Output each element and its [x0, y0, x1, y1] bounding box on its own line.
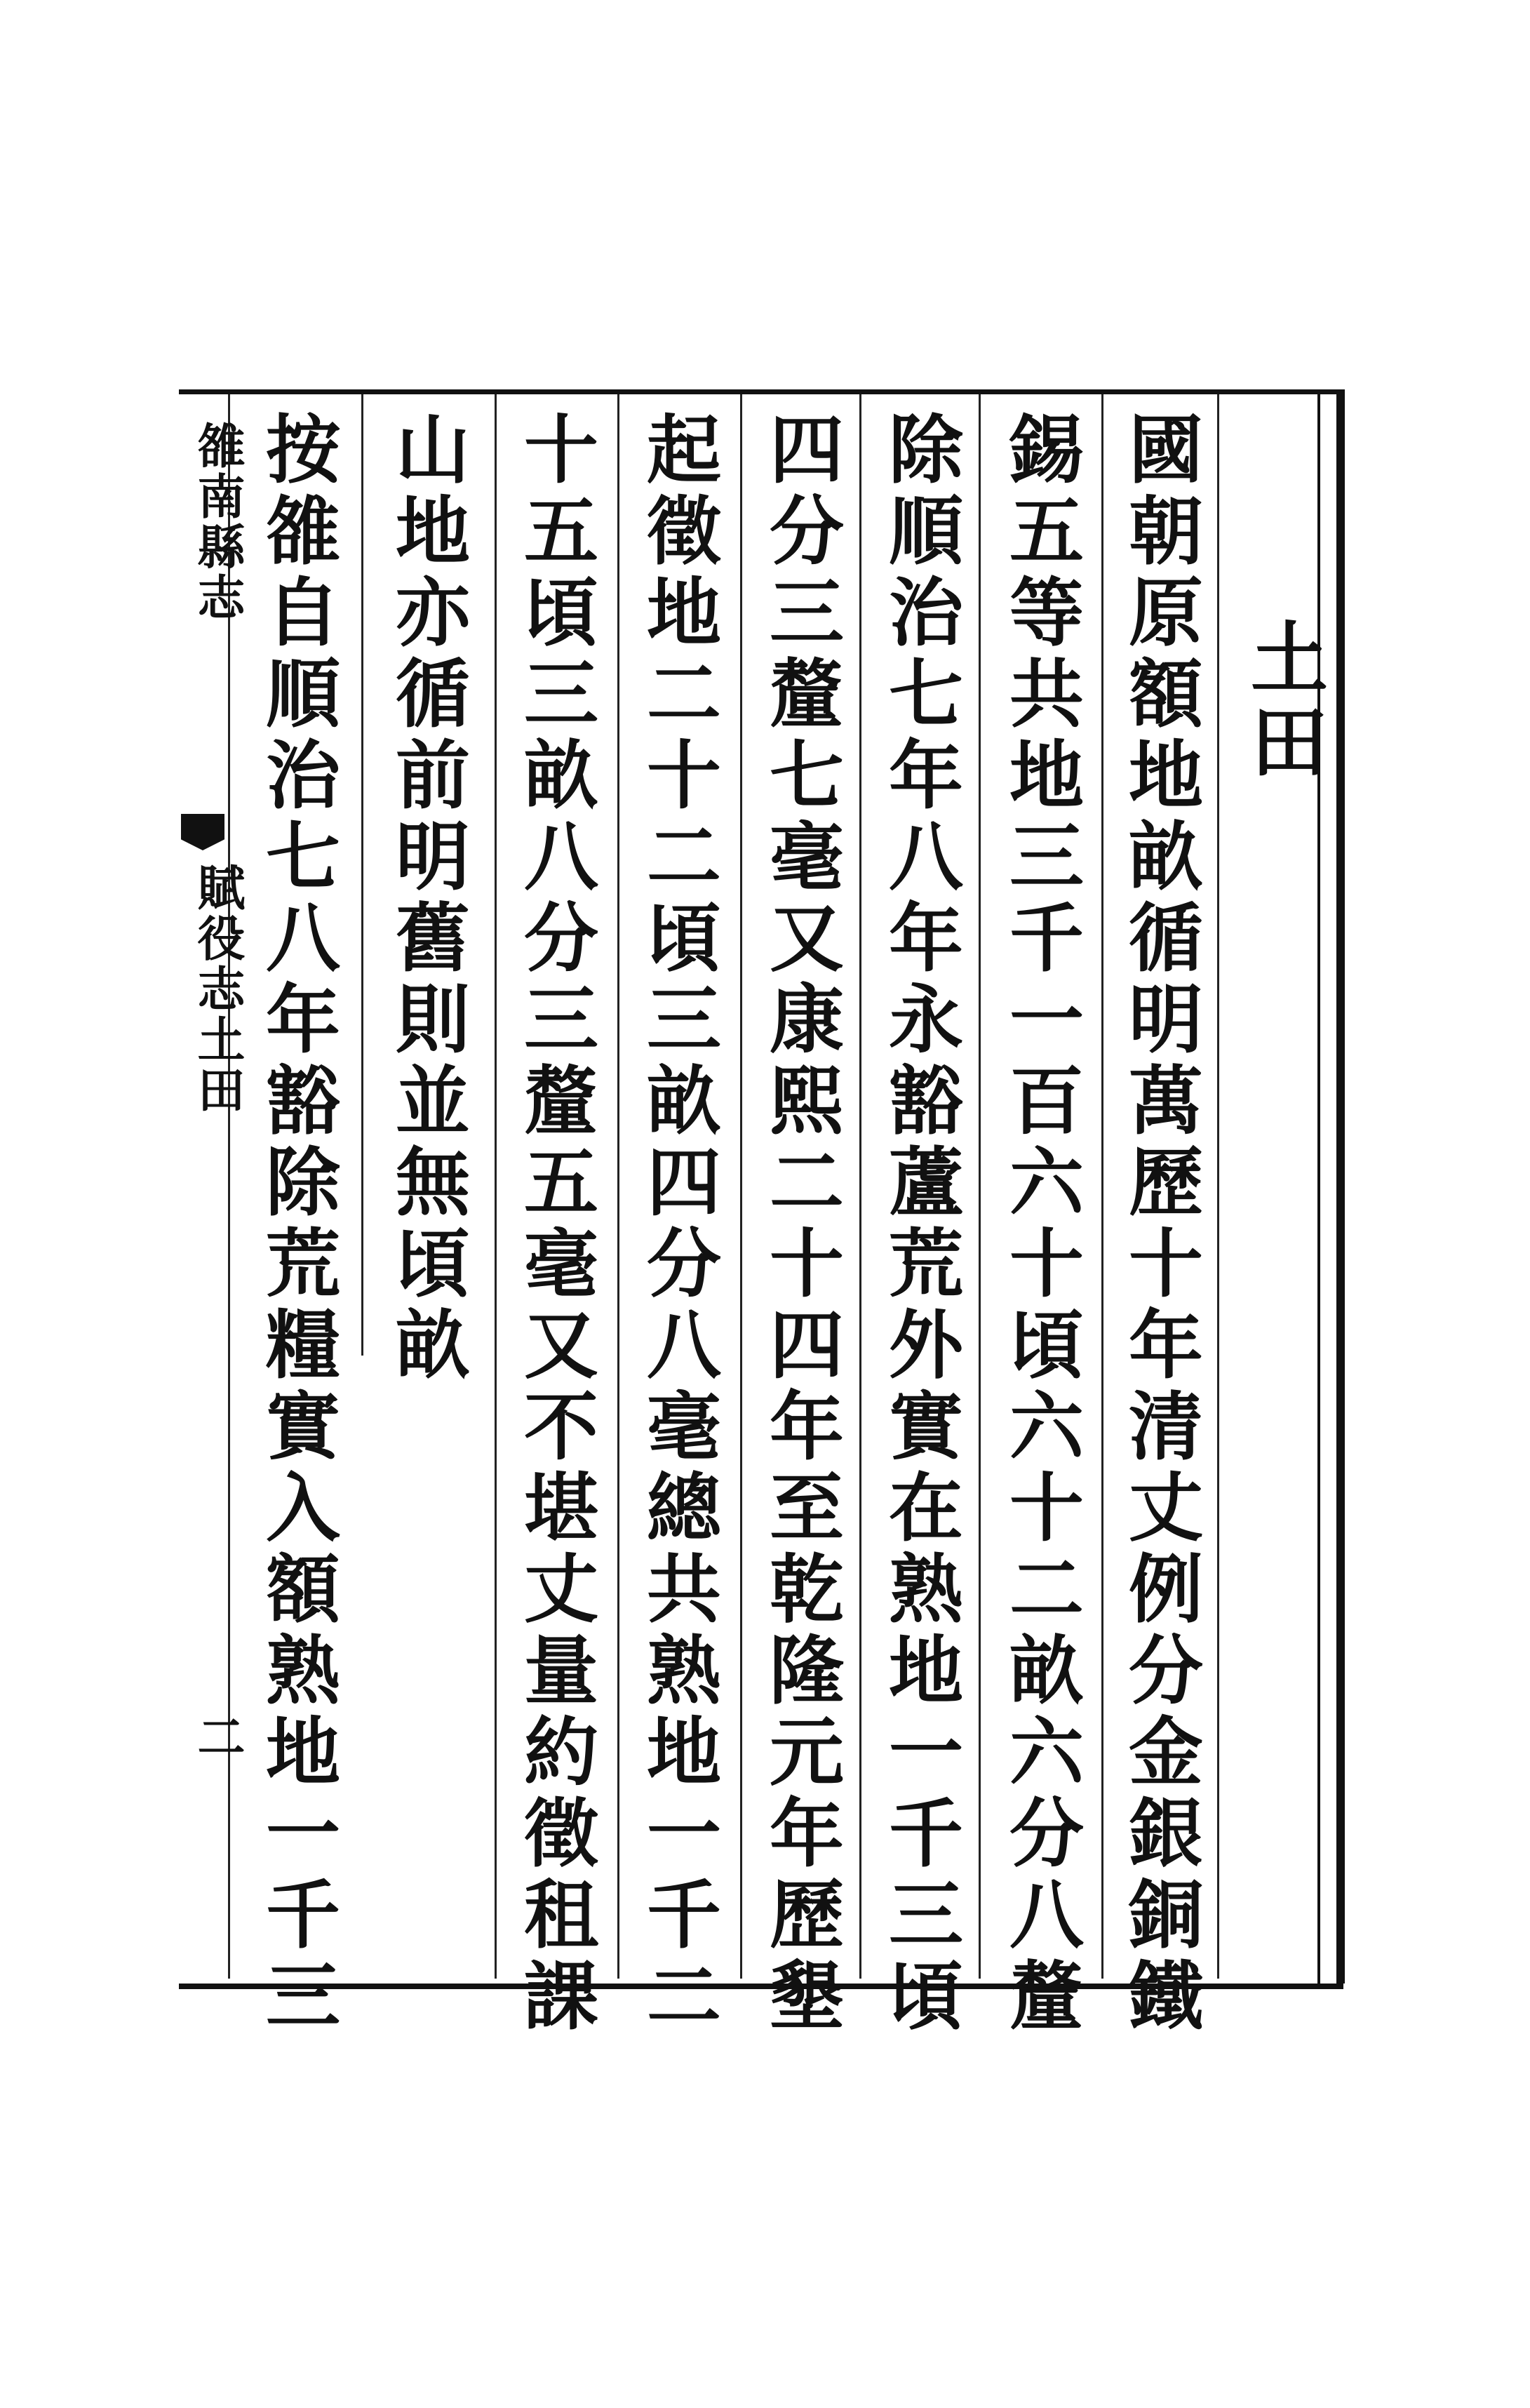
- text-column-3: 除順治七年八年永豁蘆荒外實在熟地一千三頃: [877, 410, 965, 2038]
- book-title: 雒南縣志: [189, 421, 246, 623]
- section-heading: 土田: [1238, 617, 1329, 786]
- text-column-5: 起徵地二十二頃三畝四分八毫總共熟地一千二: [635, 410, 723, 2038]
- folio-number: 二: [189, 1712, 246, 1760]
- column-rule: [859, 394, 861, 1979]
- text-column-1: 國朝原額地畝循明萬歷十年清丈例分金銀銅鐵: [1117, 410, 1204, 2038]
- column-rule: [495, 394, 497, 1979]
- column-rule: [1217, 394, 1219, 1979]
- column-rule: [740, 394, 742, 1979]
- text-column-6: 十五頃三畝八分三釐五毫又不堪丈量約徵租課: [512, 410, 600, 2038]
- text-column-8: 按雒自順治七八年豁除荒糧實入額熟地一千三: [254, 410, 342, 2038]
- text-column-4: 四分三釐七毫又康熙二十四年至乾隆元年歷墾: [758, 410, 845, 2038]
- column-rule: [1101, 394, 1103, 1979]
- text-column-7: 山地亦循前明舊則並無頃畝: [384, 410, 471, 1387]
- column-rule: [979, 394, 981, 1979]
- section-title: 賦役志土田: [189, 863, 246, 1116]
- column-rule: [361, 394, 363, 1356]
- column-rule: [617, 394, 619, 1979]
- text-column-2: 錫五等共地三千一百六十頃六十二畝六分八釐: [998, 410, 1085, 2038]
